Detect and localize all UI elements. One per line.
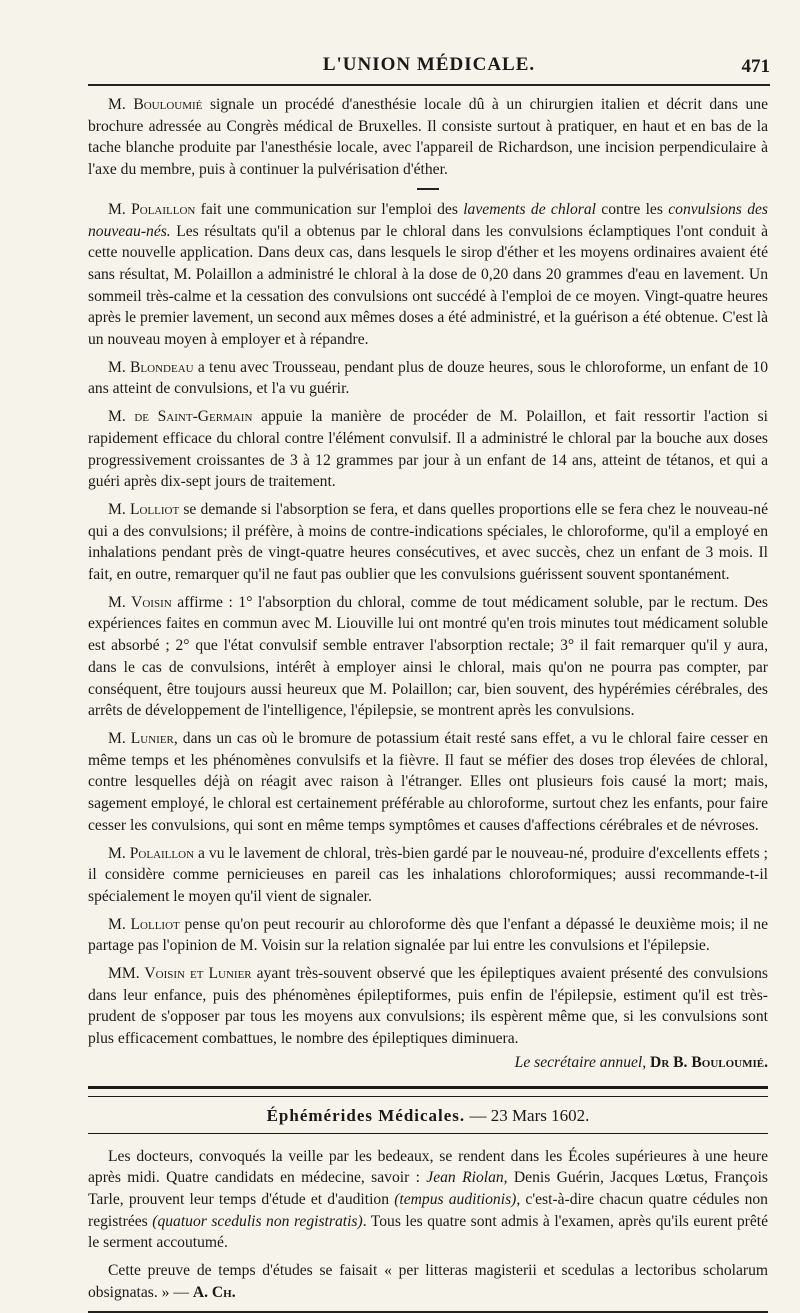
paragraph-text: fait une communication sur l'emploi des [195,200,464,218]
paragraph-polaillon-2 [88,843,768,908]
speaker-name: M. Voisin [108,593,172,611]
paragraph-text: Les docteurs, convoqués la veille par les bedeaux, se rendent dans les Écoles supérieures à une heure après midi. Quatre candidats en médecine, savoir : [88,1147,768,1187]
italic-term: convulsions des nouveau-nés. [88,200,768,240]
paragraph-text: appuie la manière de procéder de M. Polaillon, et fait ressortir l'action si rapidement efficace du chloral contre l'élément convulsif. Il a administré le chloral par la bouche aux doses progressivement croissantes de 3 à 12 grammes par jour à un enfant de 14 ans, atteint de tétanos, et qui a guéri après dix-sept jours de traitement. [88,408,768,491]
italic-name: Jean Riolan, [426,1169,508,1187]
paragraph-text: . Tous les quatre sont admis à l'examen, après qu'ils eurent prêté le serment accoutumé. [88,1212,768,1252]
paragraph-voisin [88,592,768,722]
paragraph-polaillon [88,199,768,351]
ephemerides-date: — 23 Mars 1602. [465,1105,590,1125]
signature-name: Dr B. Bouloumié. [646,1053,768,1071]
paragraph-bouloumie [88,94,768,181]
speaker-name: MM. Voisin et Lunier [108,965,252,983]
paragraph-text: Les résultats qu'il a obtenus par le chloral dans les convulsions éclamptiques l'ont conduit à cette nouvelle application. Dans deux cas, dans lesquels le sirop d'éther et les moyens ordinaires avaient été sans résultat, M. Polaillon a administré le chloral à la dose de 0,20 dans 20 grammes d'eau en lavement. Un sommeil très-calme et la cessation des convulsions ont succédé à l'emploi de ce moyen. Vingt-quatre heures après le premier lavement, un second aux mêmes doses a été administré, et la guérison a été obtenue. C'est là un nouveau moyen à employer et à répandre. [88,222,768,349]
italic-term: (tempus auditionis) [394,1190,517,1208]
ephemerides-title [88,1105,768,1127]
paragraph-lolliot-2 [88,914,768,957]
paragraph-text: , c'est-à-dire chacun quatre cédules non registrées [88,1190,768,1230]
paragraph-lolliot [88,499,768,586]
speaker-name: M. Polaillon [108,200,196,218]
speaker-name: M. Blondeau [108,358,194,376]
paragraph-text: a tenu avec Trousseau, pendant plus de douze heures, sous le chloroforme, un enfant de 10 ans atteint de convulsions, et l'a vu guérir. [88,358,768,398]
paragraph-voisin-lunier [88,963,768,1050]
author-credit: A. Ch. [192,1283,236,1301]
paragraph-text: affirme : 1° l'absorption du chloral, comme de tout médicament soluble, par le rectum. Des expériences faites en commun avec M. Liouville lui ont montré qu'en trois minutes tout médicament soluble est absorbé ; 2° que l'état convulsif semble entraver l'absorption rectale; 3° il fait remarquer qu'il y aura, dans le cas de convulsions, intérêt à employer ainsi le chloral, mais qu'on ne pourra pas compter, par conséquent, être toujours aussi heureux que M. Polaillon; car, bien souvent, des hypérémies cérébrales, des arrêts de développement de l'intelligence, l'épilepsie, se montrent après les convulsions. [88,593,768,720]
paragraph-saint-germain [88,406,768,493]
paragraph-text: contre les [595,200,669,218]
page-number: 471 [741,56,770,77]
speaker-name: M. Polaillon [108,844,195,862]
signature-role: Le secrétaire annuel, [514,1053,647,1071]
ephemerides-heading: Éphémérides Médicales. [266,1105,466,1125]
italic-term: lavements de chloral [463,200,596,218]
speaker-name: M. de Saint-Germain [108,408,253,426]
paragraph-text: signale un procédé d'anesthésie locale dû à un chirurgien italien et décrit dans une brochure adressée au Congrès médical de Bruxelles. Il consiste surtout à pratiquer, en haut et en bas de la tache blanche produite par l'anesthésie locale, avec l'appareil de Richardson, une incision perpendiculaire à l'axe du membre, puis à continuer la pulvérisation d'éther. [88,96,768,179]
paragraph-text: ayant très-souvent observé que les épileptiques avaient présenté des convulsions dans leur enfance, puis des phénomènes épileptiformes, puis enfin de l'épilepsie, estiment qu'il est très-prudent de s'opposer par tous les moyens aux convulsions; ils espèrent même que, si les convulsions sont plus efficacement combattues, le nombre des épileptiques diminuera. [88,965,768,1048]
paragraph-text: a vu le lavement de chloral, très-bien gardé par le nouveau-né, produire d'excellents effets ; il considère comme pernicieuses en pareil cas les inhalations chloroformiques; aussi recommande-t-il spécialement le moyen qu'il vient de signaler. [88,844,768,905]
section-double-rule [88,1086,768,1097]
header-rule [88,84,770,86]
paragraph-blondeau [88,357,768,400]
section-separator [88,183,768,195]
paragraph-lunier [88,728,768,837]
paragraph-text: se demande si l'absorption se fera, et dans quelles proportions elle se fera chez le nouveau-né qui a des convulsions; il préfère, à moins de contre-indications spéciales, le chloroforme, qu'il a employé en inhalations pendant près de vingt-quatre heures consécutives, et avec succès, chez un enfant de 3 mois. Il fait, en outre, remarquer qu'il ne faut pas oublier que les convulsions guérissent souvent spontanément. [88,500,768,584]
signature [88,1052,768,1074]
speaker-name: M. Bouloumié [108,96,203,113]
paragraph-text: Cette preuve de temps d'études se faisait « per litteras magisterii et scedulas a lectoribus scholarum obsignatas. » — [88,1262,768,1301]
running-title: L'UNION MÉDICALE. [322,54,536,75]
ephemerides-paragraph [88,1146,768,1255]
page-header [88,50,770,82]
speaker-name: M. Lolliot [108,915,180,933]
speaker-name: M. Lunier [108,729,174,747]
paragraph-text: pense qu'on peut recourir au chloroforme dès que l'enfant a dépassé le deuxième mois; il ne partage pas l'opinion de M. Voisin sur la relation signalée par lui entre les convulsions et l'épilepsie. [88,915,768,955]
paragraph-text: Denis Guérin, Jacques Lœtus, François Tarle, prouvent leur temps d'étude et d'audition [88,1169,768,1208]
ephemerides-rule [88,1133,768,1134]
italic-term: (quatuor scedulis non registratis) [152,1212,363,1230]
article-body [88,94,768,1313]
ephemerides-paragraph-2 [88,1260,768,1303]
paragraph-text: , dans un cas où le bromure de potassium était resté sans effet, a vu le chloral faire cesser en même temps et les phénomènes convulsifs et la fièvre. Il faut se méfier des doses trop élevées de chloral, contre lesquelles déjà on réagit avec raison à l'étranger. Elles ont plusieurs fois causé la mort; mais, sagement employé, le chloral est certainement préférable au chloroforme, surtout chez les enfants, pour faire cesser les convulsions, qui sont en même temps symptômes et causes d'affections cérébrales et de névroses. [88,729,769,834]
ephemerides-body [88,1146,768,1304]
speaker-name: M. Lolliot [108,500,180,518]
